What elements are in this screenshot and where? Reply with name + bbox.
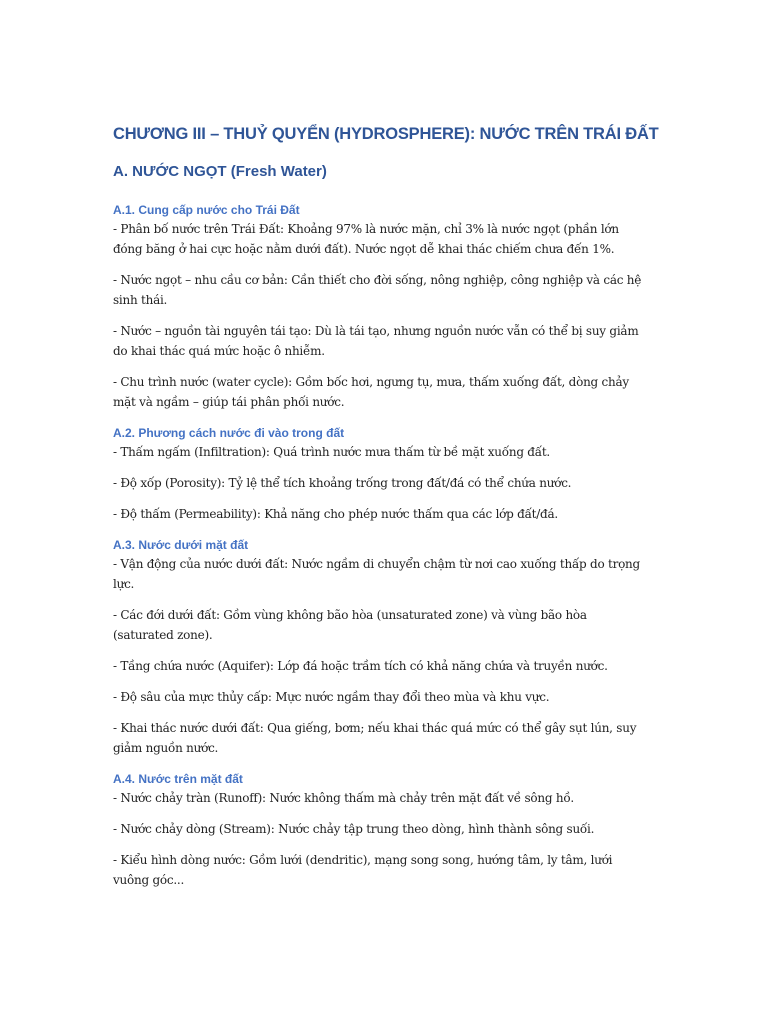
paragraph: - Nước – nguồn tài nguyên tái tạo: Dù là tái tạo, nhưng nguồn nước vẫn có thể bị suy giảm do khai thác quá mức hoặc ô nhiễm. (113, 324, 639, 358)
document-body (113, 122, 659, 890)
paragraph: - Chu trình nước (water cycle): Gồm bốc hơi, ngưng tụ, mưa, thấm xuống đất, dòng chảy mặt và ngầm – giúp tái phân phối nước. (113, 375, 629, 409)
paragraph: - Độ sâu của mực thủy cấp: Mực nước ngầm thay đổi theo mùa và khu vực. (113, 690, 550, 704)
paragraph: - Khai thác nước dưới đất: Qua giếng, bơm; nếu khai thác quá mức có thể gây sụt lún, suy giảm nguồn nước. (113, 721, 637, 755)
section-heading-a: A. NƯỚC NGỌT (Fresh Water) (113, 163, 327, 180)
paragraph: - Nước chảy tràn (Runoff): Nước không thấm mà chảy trên mặt đất về sông hồ. (113, 791, 574, 805)
paragraph: - Thấm ngấm (Infiltration): Quá trình nước mưa thấm từ bề mặt xuống đất. (113, 445, 550, 459)
paragraph: - Các đới dưới đất: Gồm vùng không bão hòa (unsaturated zone) và vùng bão hòa (saturated zone). (113, 608, 587, 642)
subsection-heading: A.3. Nước dưới mặt đất (113, 538, 249, 552)
subsection-a2 (113, 424, 648, 524)
paragraph: - Phân bố nước trên Trái Đất: Khoảng 97% là nước mặn, chỉ 3% là nước ngọt (phần lớn đóng băng ở hai cực hoặc nằm dưới đất). Nước ngọt dễ khai thác chiếm chưa đến 1%. (113, 222, 619, 256)
paragraph: - Nước chảy dòng (Stream): Nước chảy tập trung theo dòng, hình thành sông suối. (113, 822, 595, 836)
chapter-title: CHƯƠNG III – THUỶ QUYỂN (HYDROSPHERE): NƯỚC TRÊN TRÁI ĐẤT (113, 125, 659, 143)
paragraph: - Độ xốp (Porosity): Tỷ lệ thể tích khoảng trống trong đất/đá có thể chứa nước. (113, 476, 572, 490)
paragraph: - Độ thấm (Permeability): Khả năng cho phép nước thấm qua các lớp đất/đá. (113, 507, 558, 521)
paragraph: - Vận động của nước dưới đất: Nước ngầm di chuyển chậm từ nơi cao xuống thấp do trọng lực. (113, 557, 640, 591)
subsection-a3 (113, 536, 648, 758)
paragraph: - Tầng chứa nước (Aquifer): Lớp đá hoặc trầm tích có khả năng chứa và truyền nước. (113, 659, 608, 673)
subsection-a1 (113, 201, 648, 412)
paragraph: - Nước ngọt – nhu cầu cơ bản: Cần thiết cho đời sống, nông nghiệp, công nghiệp và các hệ sinh thái. (113, 273, 642, 307)
subsection-heading: A.1. Cung cấp nước cho Trái Đất (113, 203, 300, 217)
paragraph: - Kiểu hình dòng nước: Gồm lưới (dendritic), mạng song song, hướng tâm, ly tâm, lưới vuông góc... (113, 853, 613, 887)
subsection-heading: A.2. Phương cách nước đi vào trong đất (113, 426, 345, 440)
subsection-heading: A.4. Nước trên mặt đất (113, 772, 243, 786)
subsection-a4 (113, 770, 648, 890)
